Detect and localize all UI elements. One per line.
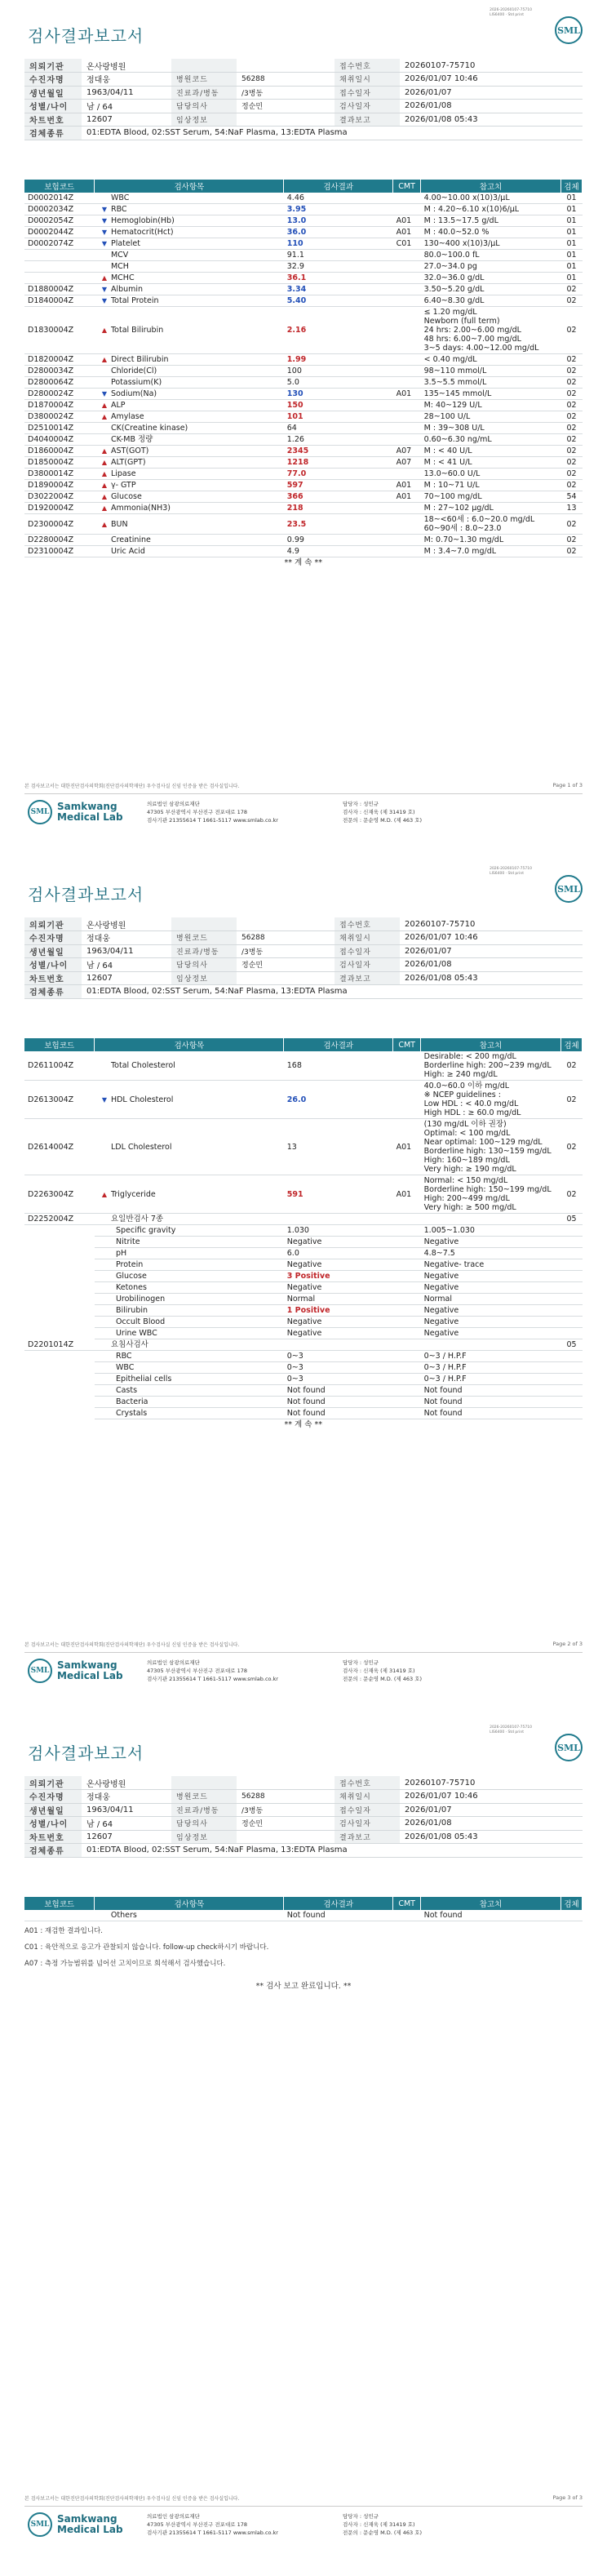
table-row: Bacteria Not found Not found: [24, 1397, 583, 1408]
table-row: D2252004Z 요일반검사 7종 05: [24, 1214, 583, 1225]
results-body-p1: [24, 193, 583, 568]
table-row: D2614004Z LDL Cholesterol 13 A01 (130 mg/dL 이하 권장) Optimal: < 100 mg/dL Near optimal: 100~129 mg/dL Borderline high: 130~159 mg/dL High: 160~189 mg/dL Very high: ≥ 190 mg/dL 02: [24, 1119, 583, 1175]
continued-row: ** 계 속 **: [284, 558, 322, 567]
table-row: D2611004Z Total Cholesterol 168 Desirable: < 200 mg/dL Borderline high: 200~239 mg/dL High: ≥ 240 mg/dL 02: [24, 1051, 583, 1081]
table-row: MCV 91.1 80.0~100.0 fL 01: [24, 250, 583, 261]
table-row: Urobilinogen Normal Normal: [24, 1294, 583, 1305]
top-code: 2026-20260107-75710 LIS6400 · Std print: [490, 1725, 532, 1734]
column-header: 검사항목: [95, 1897, 284, 1910]
low-arrow-icon: ▼: [101, 206, 108, 213]
table-row: D2800024Z ▼ Sodium(Na) 130 A01 135~145 mmol/L 02: [24, 389, 583, 400]
table-row: D1850004Z ▲ ALT(GPT) 1218 A07 M : < 41 U/L 02: [24, 457, 583, 469]
column-header: 검사결과: [284, 180, 393, 193]
table-row: D2510014Z CK(Creatine kinase) 64 M : 39~308 U/L 02: [24, 423, 583, 434]
column-header: CMT: [393, 1897, 421, 1910]
top-code: 2026-20260107-75710 LIS6400 · Std print: [490, 8, 532, 17]
column-header: CMT: [393, 180, 421, 193]
table-row: D2310004Z Uric Acid 4.9 M : 3.4~7.0 mg/dL 02: [24, 546, 583, 557]
results-table: [24, 180, 583, 568]
low-arrow-icon: ▼: [101, 286, 108, 293]
low-arrow-icon: ▼: [101, 1095, 108, 1104]
low-arrow-icon: ▼: [101, 217, 108, 224]
high-arrow-icon: ▲: [101, 459, 108, 466]
table-row: D2300004Z ▲ BUN 23.5 18~<60세 : 6.0~20.0 mg/dL 60~90세 : 8.0~23.0 02: [24, 514, 583, 535]
table-row: D0002044Z ▼ Hematocrit(Hct) 36.0 A01 M : 40.0~52.0 % 01: [24, 227, 583, 238]
table-row: Occult Blood Negative Negative: [24, 1317, 583, 1328]
report-complete: ** 검사 보고 완료입니다. **: [255, 1982, 352, 1991]
column-header: 참고치: [421, 1897, 561, 1910]
table-row: Ketones Negative Negative: [24, 1282, 583, 1294]
table-row: D4040004Z CK-MB 정량 1.26 0.60~6.30 ng/mL 02: [24, 434, 583, 446]
page-title: 검사결과보고서: [28, 1743, 144, 1763]
patient-info-table: 의뢰기관 온사랑병원 접수번호 20260107-75710 수진자명 정대웅 병원코드 56288 채취일시 2026/01/07 10:46 생년월일 1963/04/11 진료과/병동 /3병동 접수일자 2026/01/07 성별/나이 남 / 64 담당의사 정순민 검사일자 2026/01/08 차트번호 12607 임상정보 결과보고 2026/01/08 05:43 검체종류 01:EDTA Blood, 02:SST Serum, 54:NaF Plasma, 13:EDTA Plasma: [24, 917, 583, 999]
column-header: CMT: [393, 1038, 421, 1051]
column-header: 검체: [560, 1897, 582, 1910]
table-row: RBC 0~3 0~3 / H.P.F: [24, 1351, 583, 1362]
high-arrow-icon: ▲: [101, 482, 108, 489]
high-arrow-icon: ▲: [101, 274, 108, 282]
table-row: Urine WBC Negative Negative: [24, 1328, 583, 1339]
table-row: D0002074Z ▼ Platelet 110 C01 130~400 x(10)3/μL 01: [24, 238, 583, 250]
table-row: Crystals Not found Not found: [24, 1408, 583, 1419]
table-row: WBC 0~3 0~3 / H.P.F: [24, 1362, 583, 1374]
column-header: 검사항목: [95, 180, 284, 193]
column-header: 검체: [560, 1038, 582, 1051]
continued-row: ** 계 속 **: [284, 1420, 322, 1429]
high-arrow-icon: ▲: [101, 402, 108, 409]
table-row: MCH 32.9 27.0~34.0 pg 01: [24, 261, 583, 273]
footer-logo-icon: SML: [28, 800, 52, 824]
table-row: D1920004Z ▲ Ammonia(NH3) 218 M : 27~102 μg/dL 13: [24, 503, 583, 514]
results-header: [24, 180, 583, 193]
table-row: D2201014Z 요침사검사 05: [24, 1339, 583, 1351]
table-row: pH 6.0 4.8~7.5: [24, 1248, 583, 1259]
report-page-3: 2026-20260107-75710 LIS6400 · Std print SML 검사결과보고서 의뢰기관 온사랑병원 접수번호 20260107-75710 수진자명 정대웅 병원코드 56288 채취일시 2026/01/07 10:46 생년월일 1963/04/11 진료과/병동 /3병동 접수일자 2026/01/07 성별/나이 남 / 64 담당의사 정순민 검사일자 2026/01/08 차트번호 12607 임상정보 결과보고 2026/01/08 05:43 검체종류 01:EDTA Blood, 02:SST Serum, 54:NaF Plasma, 13:EDTA Plasma 보험코드 검사항목 검사결과 CMT 참고치 검체 Others Not found Not found A01 : 재검한 결과입니다. C01 : 육안적으로 응고가 관찰되지 않습니다. follow-up check하시기 바랍니다. A07 : 측정 가능범위를 넘어선 고치이므로 희석해서 검사했습니다. ** 검사 보고 완료입니다. ** 본 검사보고서는 대한진단검사의학회(진단검사의학재단) 우수검사실 신임 인증을 받은 검사실입니다. Page 3 of 3 SML Samkwang Medical Lab 의료법인 삼광의료재단 47305 부산광역시 부산진구 전포대로 178 검사기관 21355614 T 1661-5117 www.smlab.co.kr 담당자 : 성민규 검사자 : 신재욱 (제 31419 호) 전문의 : 문순영 M.D. (제 463 호): [24, 1725, 583, 2536]
table-row: Nitrite Negative Negative: [24, 1237, 583, 1248]
table-row: D3800014Z ▲ Lipase 77.0 13.0~60.0 U/L 02: [24, 469, 583, 480]
table-row: D1860004Z ▲ AST(GOT) 2345 A07 M : < 40 U/L 02: [24, 446, 583, 457]
table-row: D2263004Z ▲ Triglyceride 591 A01 Normal: < 150 mg/dL Borderline high: 150~199 mg/dL High: 200~499 mg/dL Very high: ≥ 500 mg/dL 02: [24, 1175, 583, 1214]
low-arrow-icon: ▼: [101, 390, 108, 398]
table-row: D2800034Z Chloride(Cl) 100 98~110 mmol/L 02: [24, 366, 583, 377]
table-row: D0002054Z ▼ Hemoglobin(Hb) 13.0 A01 M : 13.5~17.5 g/dL 01: [24, 215, 583, 227]
table-row: D1830004Z ▲ Total Bilirubin 2.16 ≤ 1.20 mg/dL Newborn (full term) 24 hrs: 2.00~6.00 mg/dL 48 hrs: 6.00~7.00 mg/dL 3~5 days: 4.00~12.00 mg/dL 02: [24, 307, 583, 354]
table-row: Glucose 3 Positive Negative: [24, 1271, 583, 1282]
results-body-p2: [24, 1051, 583, 1430]
table-row: Casts Not found Not found: [24, 1385, 583, 1397]
high-arrow-icon: ▲: [101, 413, 108, 420]
sml-logo-icon: SML: [555, 875, 583, 903]
page-title: 검사결과보고서: [28, 26, 144, 46]
results-body-p3: [24, 1910, 583, 1921]
footer-logo-icon: SML: [28, 1659, 52, 1683]
results-table: [24, 1038, 583, 1430]
patient-info-table: 의뢰기관 온사랑병원 접수번호 20260107-75710 수진자명 정대웅 병원코드 56288 채취일시 2026/01/07 10:46 생년월일 1963/04/11 진료과/병동 /3병동 접수일자 2026/01/07 성별/나이 남 / 64 담당의사 정순민 검사일자 2026/01/08 차트번호 12607 임상정보 결과보고 2026/01/08 05:43 검체종류 01:EDTA Blood, 02:SST Serum, 54:NaF Plasma, 13:EDTA Plasma: [24, 59, 583, 140]
patient-info-table: 의뢰기관 온사랑병원 접수번호 20260107-75710 수진자명 정대웅 병원코드 56288 채취일시 2026/01/07 10:46 생년월일 1963/04/11 진료과/병동 /3병동 접수일자 2026/01/07 성별/나이 남 / 64 담당의사 정순민 검사일자 2026/01/08 차트번호 12607 임상정보 결과보고 2026/01/08 05:43 검체종류 01:EDTA Blood, 02:SST Serum, 54:NaF Plasma, 13:EDTA Plasma: [24, 1776, 583, 1858]
remarks: A01 : 재검한 결과입니다. C01 : 육안적으로 응고가 관찰되지 않습니다. follow-up check하시기 바랍니다. A07 : 측정 가능범위를 넘어선 고치이므로 희석해서 검사했습니다. ** 검사 보고 완료입니다. **: [24, 1923, 583, 1995]
page-title: 검사결과보고서: [28, 885, 144, 904]
column-header: 보험코드: [24, 1038, 95, 1051]
column-header: 검사항목: [95, 1038, 284, 1051]
high-arrow-icon: ▲: [101, 326, 108, 334]
table-row: D2800064Z Potassium(K) 5.0 3.5~5.5 mmol/L 02: [24, 377, 583, 389]
column-header: 참고치: [421, 180, 561, 193]
low-arrow-icon: ▼: [101, 229, 108, 236]
table-row: Bilirubin 1 Positive Negative: [24, 1305, 583, 1317]
results-header: [24, 1897, 583, 1910]
column-header: 검체: [560, 180, 582, 193]
high-arrow-icon: ▲: [101, 493, 108, 500]
table-row: Specific gravity 1.030 1.005~1.030: [24, 1225, 583, 1237]
table-row: D2280004Z Creatinine 0.99 M: 0.70~1.30 mg/dL 02: [24, 535, 583, 546]
table-row: Others Not found Not found: [24, 1910, 583, 1921]
column-header: 검사결과: [284, 1897, 393, 1910]
sml-logo-icon: SML: [555, 1734, 583, 1761]
column-header: 참고치: [421, 1038, 561, 1051]
table-row: Epithelial cells 0~3 0~3 / H.P.F: [24, 1374, 583, 1385]
high-arrow-icon: ▲: [101, 356, 108, 363]
high-arrow-icon: ▲: [101, 520, 108, 528]
table-row: D1870004Z ▲ ALP 150 M: 40~129 U/L 02: [24, 400, 583, 411]
table-row: D3022004Z ▲ Glucose 366 A01 70~100 mg/dL 54: [24, 491, 583, 503]
column-header: 보험코드: [24, 180, 95, 193]
table-row: D2613004Z ▼ HDL Cholesterol 26.0 40.0~60.0 이하 mg/dL ※ NCEP guidelines : Low HDL : < 40.0 mg/dL High HDL : ≥ 60.0 mg/dL 02: [24, 1081, 583, 1119]
footer-logo-icon: SML: [28, 2512, 52, 2537]
report-page-1: 2026-20260107-75710 LIS6400 · Std print SML 검사결과보고서 의뢰기관 온사랑병원 접수번호 20260107-75710 수진자명 정대웅 병원코드 56288 채취일시 2026/01/07 10:46 생년월일 1963/04/11 진료과/병동 /3병동 접수일자 2026/01/07 성별/나이 남 / 64 담당의사 정순민 검사일자 2026/01/08 차트번호 12607 임상정보 결과보고 2026/01/08 05:43 검체종류 01:EDTA Blood, 02:SST Serum, 54:NaF Plasma, 13:EDTA Plasma 보험코드 검사항목 검사결과 CMT 참고치 검체 D0002014Z WBC 4.46 4.00~10.00 x(10)3/μL 01 D0002034Z ▼ RBC 3.95 M : 4.20~6.10 x(10)6/μL 01 D0002054Z ▼ Hemoglobin(Hb) 13.0 A01 M : 13.5~17.5 g/dL 01 D0002044Z ▼ Hematocrit(Hct) 36.0 A01 M : 40.0~52.0 % 01 D0002074Z ▼ Platelet 110 C01 130~400 x(10)3/μL 01 MCV 91.1 80.0~100.0 fL 01 MCH 32.9 27.0~34.0 pg 01 ▲ MCHC 36.1 32.0~36.0 g/dL 01 D1880004Z ▼ Albumin 3.34 3.50~5.20 g/dL 02 D1840004Z ▼ Total Protein 5.40 6.40~8.30 g/dL 02 D1830004Z ▲ Total Bilirubin 2.16 ≤ 1.20 mg/dL Newborn (full term) 24 hrs: 2.00~6.00 mg/dL 48 hrs: 6.00~7.00 mg/dL 3~5 days: 4.00~12.00 mg/dL 02 D1820004Z ▲ Direct Bilirubin 1.99 < 0.40 mg/dL 02 D2800034Z Chloride(Cl) 100 98~110 mmol/L 02 D2800064Z Potassium(K) 5.0 3.5~5.5 mmol/L 02 D2800024Z ▼ Sodium(Na) 130 A01 135~145 mmol/L 02 D1870004Z ▲ ALP 150 M: 40~129 U/L 02 D3800024Z ▲ Amylase 101 28~100 U/L 02 D2510014Z CK(Creatine kinase) 64 M : 39~308 U/L 02 D4040004Z CK-MB 정량 1.26 0.60~6.30 ng/mL 02 D1860004Z ▲ AST(GOT) 2345 A07 M : < 40 U/L 02 D1850004Z ▲ ALT(GPT) 1218 A07 M : < 41 U/L 02 D3800014Z ▲ Lipase 77.0 13.0~60.0 U/L 02 D1890004Z ▲ γ- GTP 597 A01 M : 10~71 U/L 02 D3022004Z ▲ Glucose 366 A01 70~100 mg/dL 54 D1920004Z ▲ Ammonia(NH3) 218 M : 27~102 μg/dL 13 D2300004Z ▲ BUN 23.5 18~<60세 : 6.0~20.0 mg/dL 60~90세 : 8.0~23.0 02 D2280004Z Creatinine 0.99 M: 0.70~1.30 mg/dL 02 D2310004Z Uric Acid 4.9 M : 3.4~7.0 mg/dL 02 ** 계 속 ** 본 검사보고서는 대한진단검사의학회(진단검사의학재단) 우수검사실 신임 인증을 받은 검사실입니다. Page 1 of 3 SML Samkwang Medical Lab 의료법인 삼광의료재단 47305 부산광역시 부산진구 전포대로 178 검사기관 21355614 T 1661-5117 www.smlab.co.kr 담당자 : 성민규 검사자 : 신재욱 (제 31419 호) 전문의 : 문순영 M.D. (제 463 호): [24, 8, 583, 824]
low-arrow-icon: ▼: [101, 297, 108, 304]
report-page-2: 2026-20260107-75710 LIS6400 · Std print SML 검사결과보고서 의뢰기관 온사랑병원 접수번호 20260107-75710 수진자명 정대웅 병원코드 56288 채취일시 2026/01/07 10:46 생년월일 1963/04/11 진료과/병동 /3병동 접수일자 2026/01/07 성별/나이 남 / 64 담당의사 정순민 검사일자 2026/01/08 차트번호 12607 임상정보 결과보고 2026/01/08 05:43 검체종류 01:EDTA Blood, 02:SST Serum, 54:NaF Plasma, 13:EDTA Plasma 보험코드 검사항목 검사결과 CMT 참고치 검체 D2611004Z Total Cholesterol 168 Desirable: < 200 mg/dL Borderline high: 200~239 mg/dL High: ≥ 240 mg/dL 02 D2613004Z ▼ HDL Cholesterol 26.0 40.0~60.0 이하 mg/dL ※ NCEP guidelines : Low HDL : < 40.0 mg/dL High HDL : ≥ 60.0 mg/dL 02 D2614004Z LDL Cholesterol 13 A01 (130 mg/dL 이하 권장) Optimal: < 100 mg/dL Near optimal: 100~129 mg/dL Borderline high: 130~159 mg/dL High: 160~189 mg/dL Very high: ≥ 190 mg/dL 02 D2263004Z ▲ Triglyceride 591 A01 Normal: < 150 mg/dL Borderline high: 150~199 mg/dL High: 200~499 mg/dL Very high: ≥ 500 mg/dL 02 D2252004Z 요일반검사 7종 05 Specific gravity 1.030 1.005~1.030 Nitrite Negative Negative pH 6.0 4.8~7.5 Protein Negative Negative- trace Glucose 3 Positive Negative Ketones Negative Negative Urobilinogen Normal Normal Bilirubin 1 Positive Negative Occult Blood Negative Negative Urine WBC Negative Negative D2201014Z 요침사검사 05 RBC 0~3 0~3 / H.P.F WBC 0~3 0~3 / H.P.F Epithelial cells 0~3 0~3 / H.P.F Casts Not found Not found Bacteria Not found Not found Crystals Not found Not found ** 계 속 ** 본 검사보고서는 대한진단검사의학회(진단검사의학재단) 우수검사실 신임 인증을 받은 검사실입니다. Page 2 of 3 SML Samkwang Medical Lab 의료법인 삼광의료재단 47305 부산광역시 부산진구 전포대로 178 검사기관 21355614 T 1661-5117 www.smlab.co.kr 담당자 : 성민규 검사자 : 신재욱 (제 31419 호) 전문의 : 문순영 M.D. (제 463 호): [24, 867, 583, 1682]
table-row: ▲ MCHC 36.1 32.0~36.0 g/dL 01: [24, 273, 583, 284]
column-header: 검사결과: [284, 1038, 393, 1051]
column-header: 보험코드: [24, 1897, 95, 1910]
high-arrow-icon: ▲: [101, 504, 108, 512]
table-row: D1840004Z ▼ Total Protein 5.40 6.40~8.30 g/dL 02: [24, 295, 583, 307]
results-table: [24, 1897, 583, 1921]
high-arrow-icon: ▲: [101, 447, 108, 455]
table-row: D3800024Z ▲ Amylase 101 28~100 U/L 02: [24, 411, 583, 423]
table-row: Protein Negative Negative- trace: [24, 1259, 583, 1271]
table-row: D0002014Z WBC 4.46 4.00~10.00 x(10)3/μL 01: [24, 193, 583, 204]
table-row: D1820004Z ▲ Direct Bilirubin 1.99 < 0.40 mg/dL 02: [24, 354, 583, 366]
high-arrow-icon: ▲: [101, 1190, 108, 1198]
top-code: 2026-20260107-75710 LIS6400 · Std print: [490, 867, 532, 876]
low-arrow-icon: ▼: [101, 240, 108, 247]
sml-logo-icon: SML: [555, 16, 583, 44]
table-row: D1880004Z ▼ Albumin 3.34 3.50~5.20 g/dL 02: [24, 284, 583, 295]
table-row: D1890004Z ▲ γ- GTP 597 A01 M : 10~71 U/L 02: [24, 480, 583, 491]
results-header: [24, 1038, 583, 1051]
table-row: D0002034Z ▼ RBC 3.95 M : 4.20~6.10 x(10)6/μL 01: [24, 204, 583, 215]
high-arrow-icon: ▲: [101, 470, 108, 477]
